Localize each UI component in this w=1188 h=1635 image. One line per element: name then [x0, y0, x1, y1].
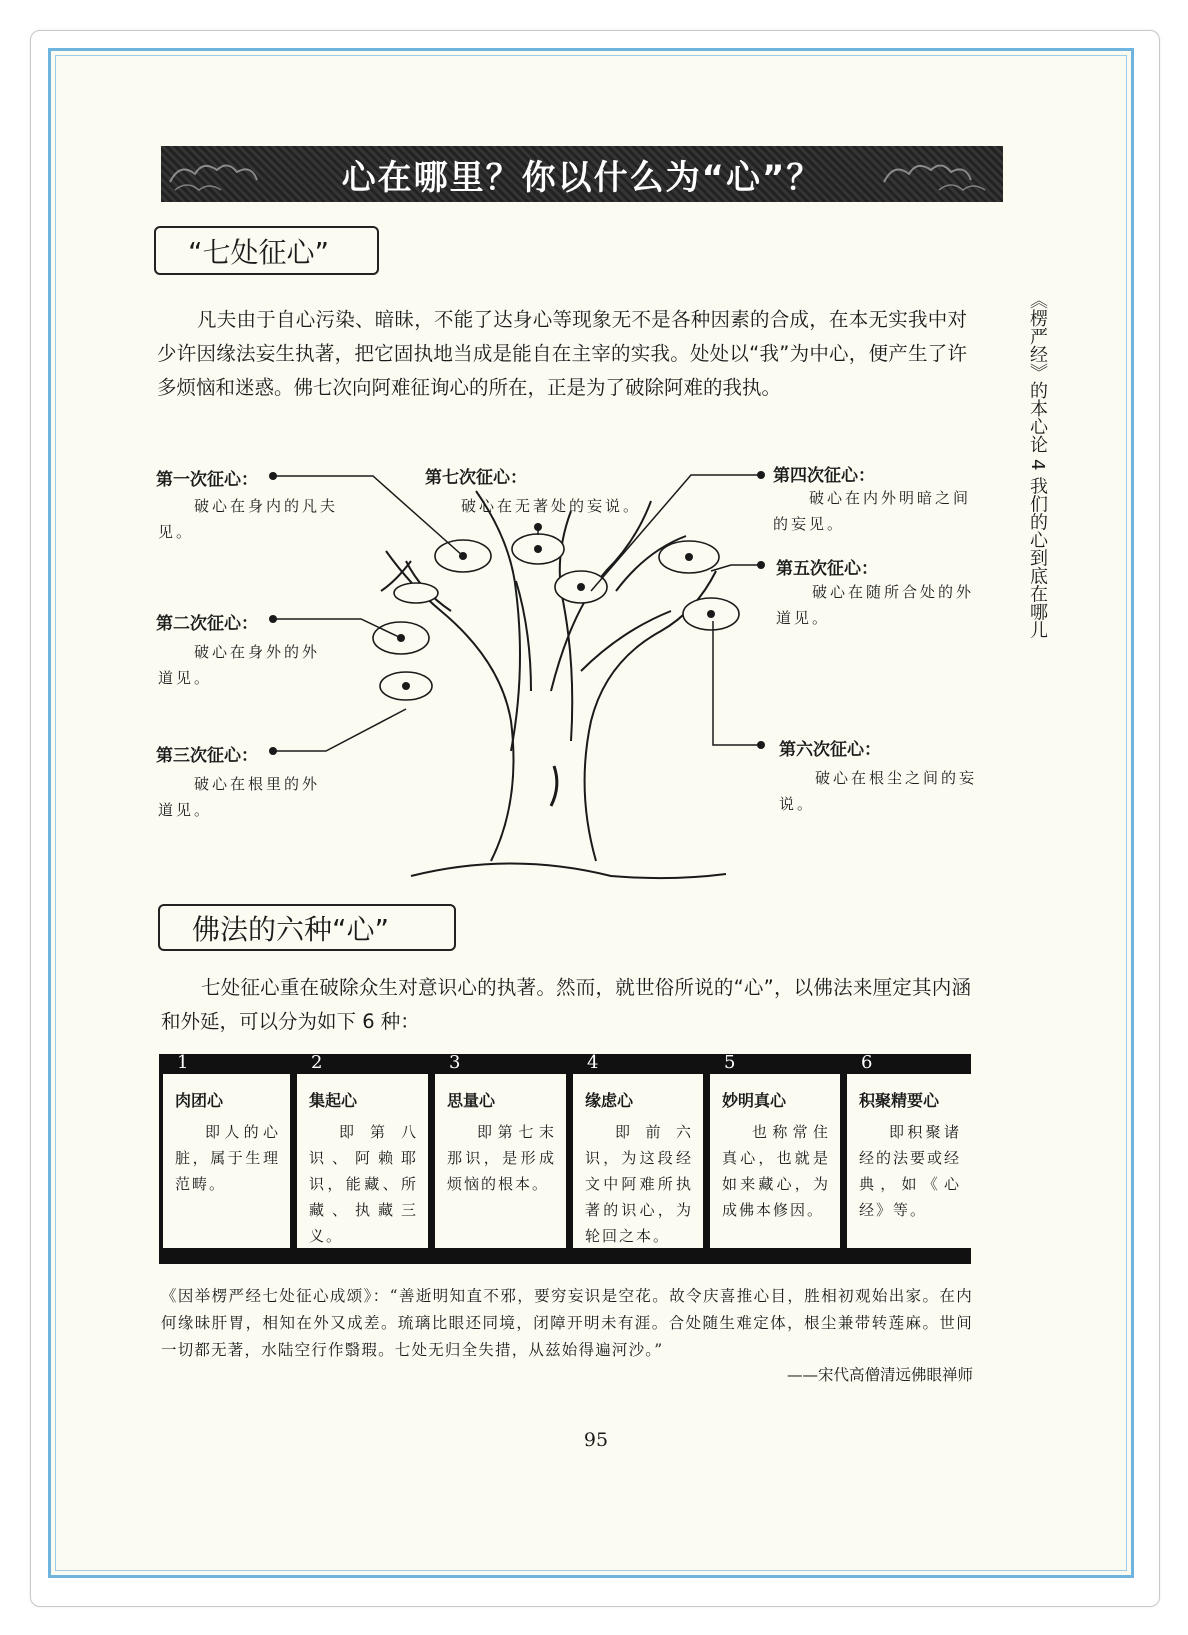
title-banner — [161, 146, 1003, 202]
running-head-chapter-num: 4 — [1027, 459, 1048, 471]
page-number: 95 — [583, 1429, 609, 1451]
mind-number: 4 — [587, 1052, 599, 1073]
seeking-3-desc: 破心在根里的外道见。 — [158, 775, 321, 819]
running-head-chapter: 我们的心到底在哪儿 — [1027, 476, 1048, 639]
mind-desc: 即第八识、阿赖耶识，能藏、所藏、执藏三义。 — [309, 1123, 418, 1245]
six-minds-intro: 七处征心重在破除众生对意识心的执著。然而，就世俗所说的“心”，以佛法来厘定其内涵和外延，可以分为如下 6 种： — [161, 976, 971, 1033]
seeking-1-desc: 破心在身内的凡夫见。 — [158, 497, 339, 541]
mind-number: 5 — [724, 1052, 736, 1073]
seeking-1-label: 第一次征心： — [156, 470, 258, 490]
mind-name: 妙明真心 — [722, 1091, 787, 1110]
seeking-7-label: 第七次征心： — [425, 468, 527, 488]
mind-desc: 即人的心脏，属于生理范畴。 — [175, 1123, 280, 1193]
poem-attribution: ——宋代高僧清远佛眼禅师 — [786, 1366, 973, 1384]
seeking-6-label: 第六次征心： — [779, 740, 881, 760]
seeking-6-desc: 破心在根尘之间的妄说。 — [779, 769, 978, 813]
seeking-5-desc: 破心在随所合处的外道见。 — [776, 583, 975, 627]
seeking-2-desc: 破心在身外的外道见。 — [158, 643, 321, 687]
mind-name: 集起心 — [309, 1091, 358, 1110]
seeking-7-desc: 破心在无著处的妄说。 — [461, 497, 642, 515]
six-minds-table — [159, 1054, 971, 1264]
mind-desc: 即积聚诸经的法要或经典，如《心经》等。 — [859, 1123, 962, 1219]
mind-cell-6 — [847, 1052, 971, 1248]
mind-cell-5 — [710, 1052, 840, 1248]
mind-name: 积聚精要心 — [859, 1091, 940, 1110]
mind-desc: 也称常住真心，也就是如来藏心，为成佛本修因。 — [722, 1123, 830, 1219]
seeking-5-label: 第五次征心： — [776, 559, 878, 579]
book-page — [48, 48, 1134, 1578]
running-head — [1021, 291, 1047, 638]
mind-number: 3 — [449, 1052, 461, 1073]
mind-cell-4 — [573, 1052, 703, 1248]
section-heading-seven: “七处征心” — [154, 226, 379, 275]
seeking-3-label: 第三次征心： — [156, 746, 258, 766]
poem-quote: 《因举楞严经七处征心成颂》：“善逝明知直不邪，要穷妄识是空花。故令庆喜推心目，胜相初观始出家。在内何缘昧肝胃，相知在外又成差。琉璃比眼还同境，闭障开明未有涯。合处随生难定体，根尘兼带转莲麻。世间一切都无著，水陆空行作翳瑕。七处无归全失措，从兹始得遍河沙。” — [161, 1287, 973, 1359]
section-heading-six: 佛法的六种“心” — [158, 904, 456, 951]
mind-desc: 即前六识，为这段经文中阿难所执著的识心，为轮回之本。 — [585, 1123, 693, 1245]
mind-desc: 即第七末那识，是形成烦恼的根本。 — [447, 1123, 556, 1193]
mind-name: 缘虑心 — [585, 1091, 634, 1110]
intro-paragraph: 凡夫由于自心污染、暗昧，不能了达身心等现象无不是各种因素的合成，在本无实我中对少许因缘法妄生执著，把它固执地当成是能自在主宰的实我。处处以“我”为中心，便产生了许多烦恼和迷惑。佛七次向阿难征询心的所在，正是为了破除阿难的我执。 — [157, 308, 967, 399]
page-title: 心在哪里？你以什么为“心”？ — [341, 157, 823, 198]
mind-number: 2 — [311, 1052, 323, 1073]
seeking-4-label: 第四次征心： — [773, 466, 875, 486]
mind-name: 思量心 — [447, 1091, 496, 1110]
mind-cell-3 — [435, 1052, 566, 1248]
mind-number: 6 — [861, 1052, 873, 1073]
seeking-4-desc: 破心在内外明暗之间的妄见。 — [773, 489, 972, 533]
cloud-ornament-icon — [165, 152, 285, 196]
seeking-2-label: 第二次征心： — [156, 614, 258, 634]
cloud-ornament-icon — [879, 152, 999, 196]
mind-cell-2 — [297, 1052, 428, 1248]
mind-cell-1 — [163, 1052, 290, 1248]
running-head-book: 《楞严经》的本心论 — [1027, 291, 1048, 453]
mind-name: 肉团心 — [175, 1091, 224, 1110]
mind-number: 1 — [177, 1052, 189, 1073]
